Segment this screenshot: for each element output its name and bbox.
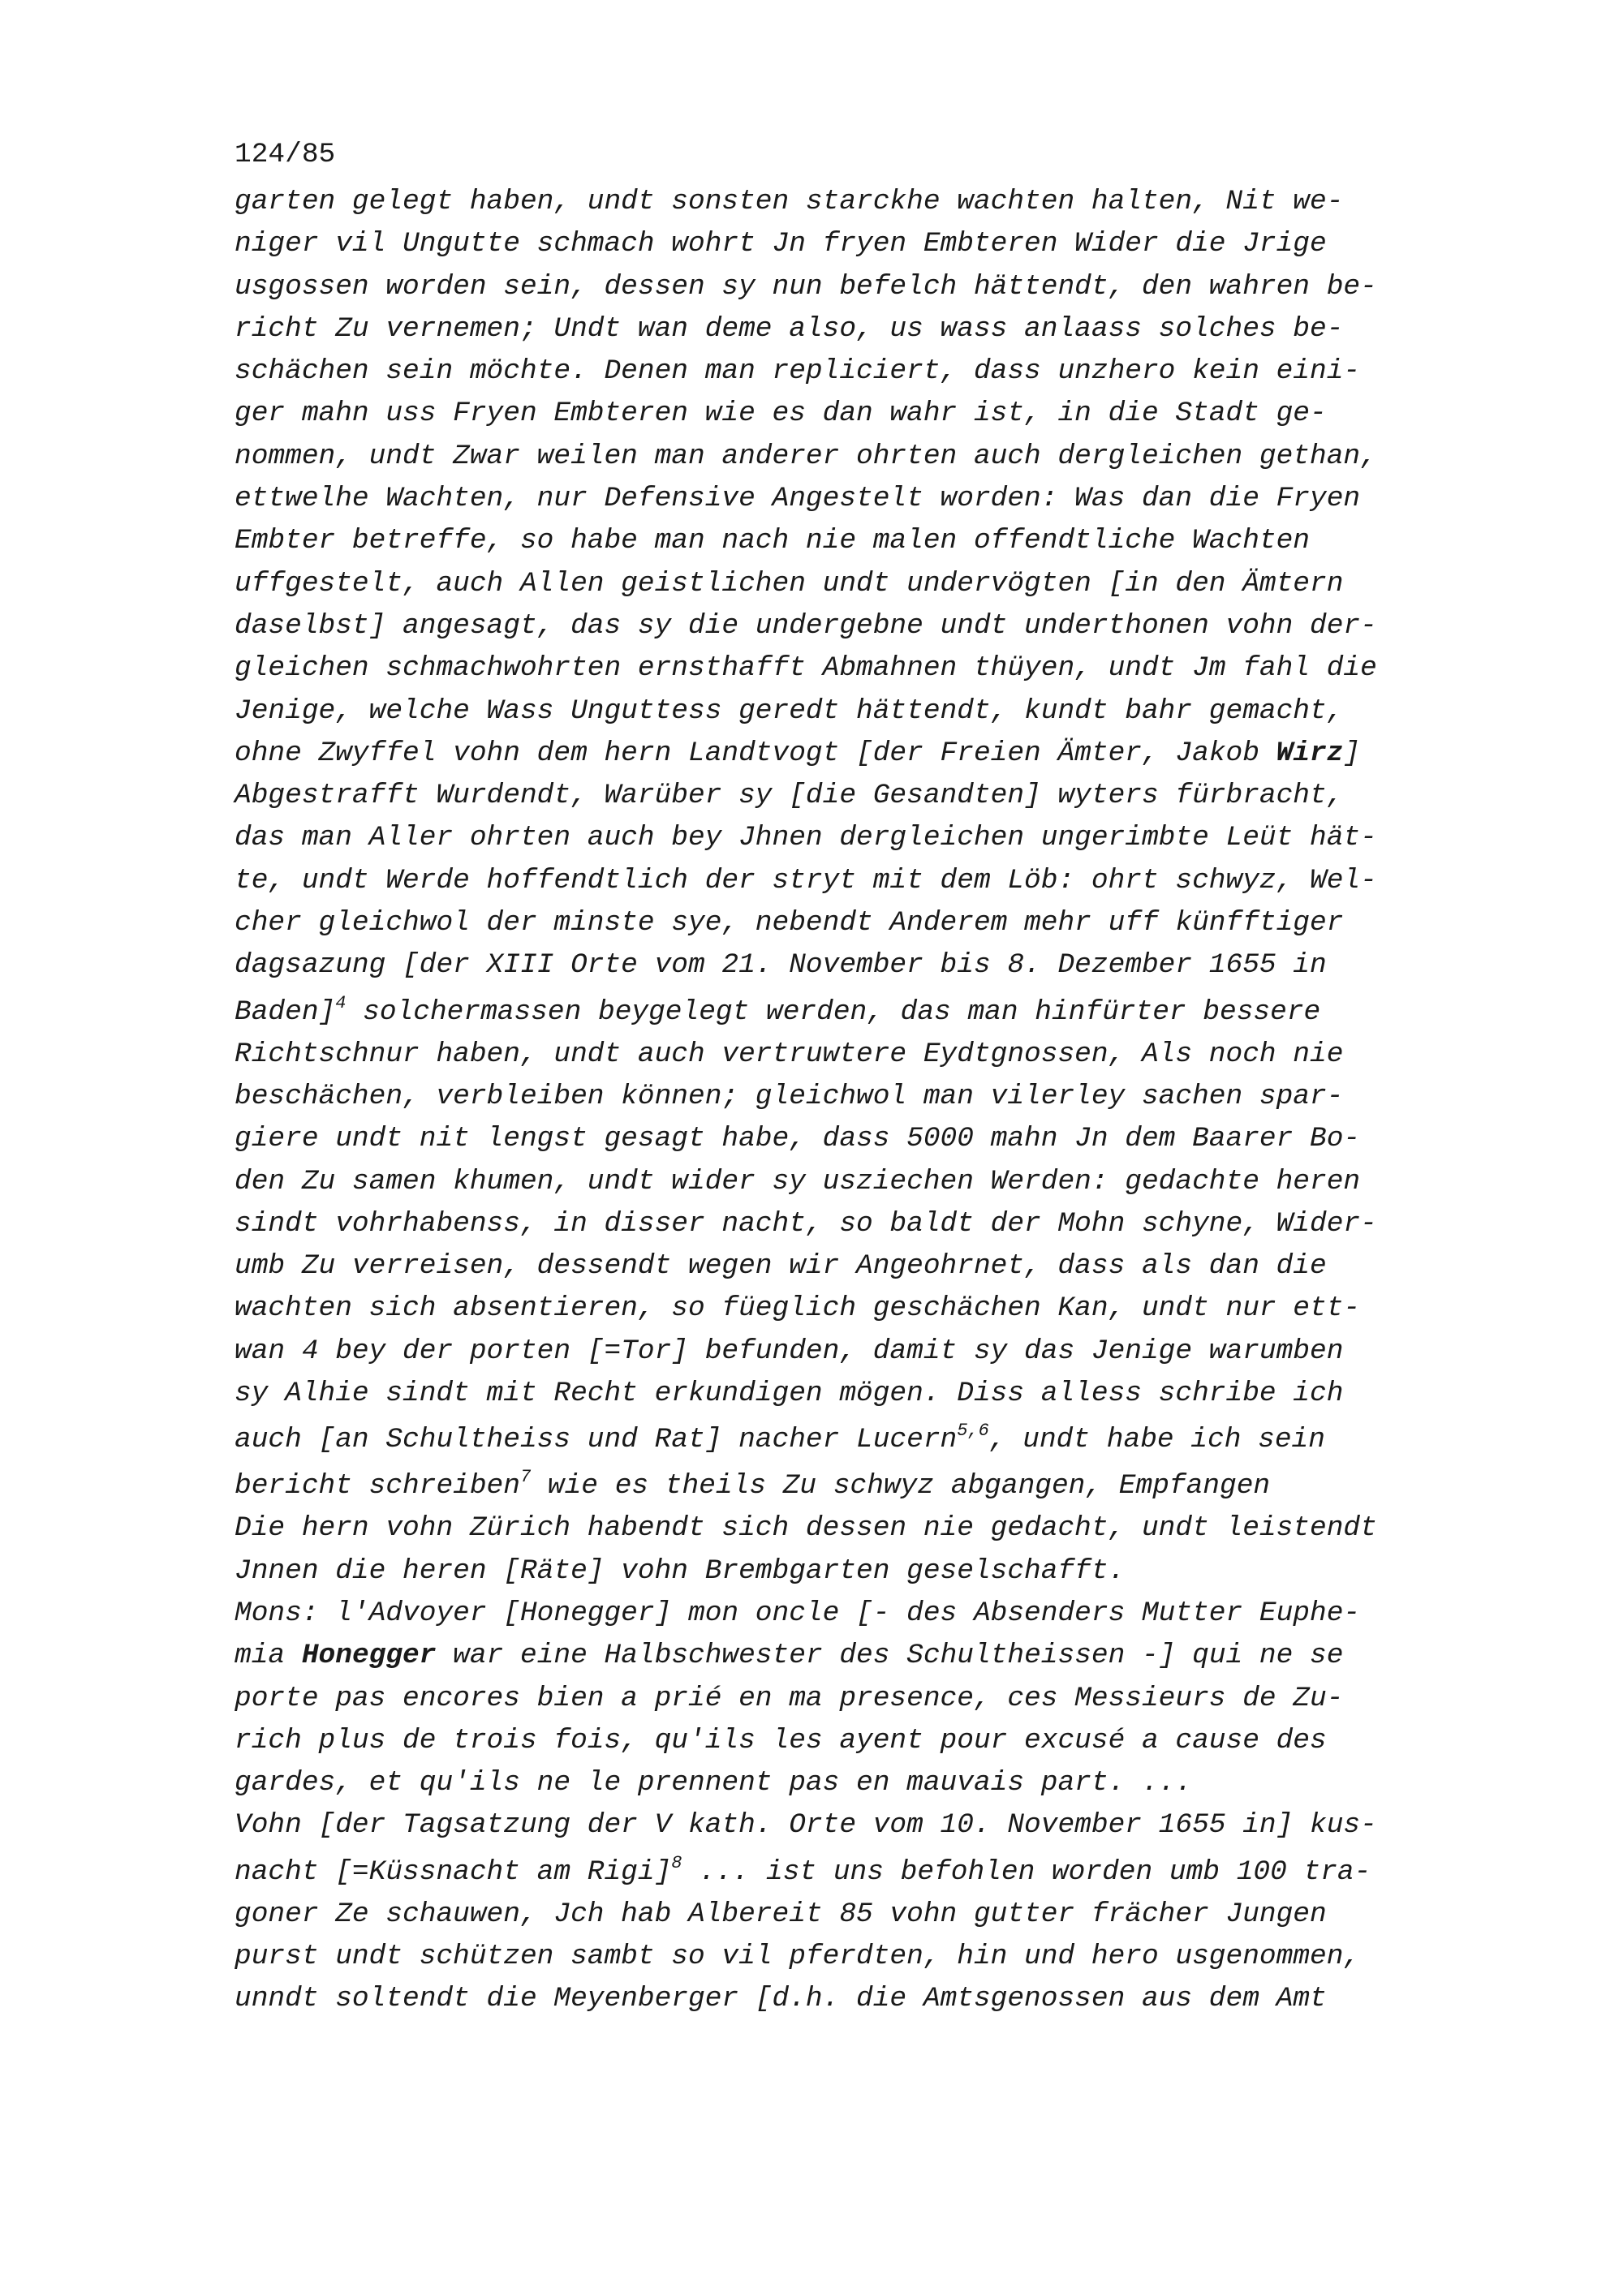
text-line: [235, 987, 1500, 1034]
text-segment: war eine Halbschwester des Schultheissen -] qui ne se: [436, 1640, 1344, 1672]
text-line: wachten sich absentieren, so füeglich geschächen Kan, undt nur ett-: [235, 1292, 1361, 1325]
text-line: Mons: l'Advoyer [Honegger] mon oncle [- des Absenders Mutter Euphe-: [235, 1597, 1361, 1629]
text-line: schächen sein möchte. Denen man repliciert, dass unzhero kein eini-: [235, 355, 1361, 388]
text-line: giere undt nit lengst gesagt habe, dass 5000 mahn Jn dem Baarer Bo-: [235, 1123, 1361, 1155]
footnote-reference: 5,6: [957, 1421, 989, 1442]
text-line: den Zu samen khumen, undt wider sy usziechen Werden: gedachte heren: [235, 1165, 1361, 1197]
text-segment: ... ist uns befohlen worden umb 100 tra-: [682, 1855, 1371, 1888]
text-segment: , undt habe ich sein: [988, 1424, 1325, 1456]
text-segment: nacht [=Küssnacht am Rigi]: [235, 1855, 672, 1888]
text-segment: solchermassen beygelegt werden, das man hinfürter bessere: [346, 995, 1321, 1028]
text-line: [235, 1415, 1500, 1461]
text-line: Vohn [der Tagsatzung der V kath. Orte vom 10. November 1655 in] kus-: [235, 1809, 1377, 1842]
text-segment: mia: [235, 1640, 302, 1672]
text-line: nommen, undt Zwar weilen man anderer ohrten auch dergleichen gethan,: [235, 440, 1377, 472]
text-line: dagsazung [der XIII Orte vom 21. November bis 8. Dezember 1655 in: [235, 949, 1327, 982]
text-line: rich plus de trois fois, qu'ils les ayent pour excusé a cause des: [235, 1724, 1327, 1756]
text-line: te, undt Werde hoffendtlich der stryt mit dem Löb: ohrt schwyz, Wel-: [235, 864, 1377, 896]
document-body: [235, 181, 1500, 2021]
text-line: richt Zu vernemen; Undt wan deme also, us wass anlaass solches be-: [235, 312, 1344, 345]
text-line: goner Ze schauwen, Jch hab Albereit 85 vohn gutter frächer Jungen: [235, 1898, 1327, 1930]
text-segment: auch [an Schultheiss und Rat] nacher Lucern: [235, 1424, 958, 1456]
text-line: ettwelhe Wachten, nur Defensive Angestelt worden: Was dan die Fryen: [235, 483, 1361, 515]
text-line: porte pas encores bien a prié en ma presence, ces Messieurs de Zu-: [235, 1682, 1344, 1714]
text-segment: ohne Zwyffel vohn dem hern Landtvogt [der Freien Ämter, Jakob: [235, 737, 1276, 769]
text-line: Jenige, welche Wass Unguttess geredt hättendt, kundt bahr gemacht,: [235, 694, 1344, 727]
text-line: wan 4 bey der porten [=Tor] befunden, damit sy das Jenige warumben: [235, 1335, 1344, 1367]
text-line: Embter betreffe, so habe man nach nie malen offendtliche Wachten: [235, 525, 1311, 557]
text-line: garten gelegt haben, undt sonsten starckhe wachten halten, Nit we-: [235, 186, 1344, 217]
text-line: umb Zu verreisen, dessendt wegen wir Angeohrnet, dass als dan die: [235, 1250, 1327, 1283]
text-line: cher gleichwol der minste sye, nebendt Anderem mehr uff künfftiger: [235, 907, 1344, 939]
footnote-reference: 4: [335, 992, 347, 1013]
text-line: [235, 733, 1500, 775]
text-line: das man Aller ohrten auch bey Jhnen dergleichen ungerimbte Leüt hät-: [235, 822, 1377, 854]
text-line: sindt vohrhabenss, in disser nacht, so baldt der Mohn schyne, Wider-: [235, 1207, 1377, 1240]
bold-name: Wirz: [1276, 737, 1344, 769]
text-line: [235, 1847, 1500, 1894]
bold-name: Honegger: [301, 1640, 437, 1672]
text-segment: bericht schreiben: [235, 1470, 520, 1503]
footnote-reference: 7: [519, 1467, 532, 1488]
text-segment: wie es theils Zu schwyz abgangen, Empfangen: [531, 1470, 1271, 1503]
text-line: purst undt schützen sambt so vil pferdten, hin und hero usgenommen,: [235, 1940, 1361, 1972]
text-line: Abgestrafft Wurdendt, Warüber sy [die Gesandten] wyters fürbracht,: [235, 780, 1344, 812]
text-line: uffgestelt, auch Allen geistlichen undt undervögten [in den Ämtern: [235, 567, 1344, 600]
document-page: [235, 134, 1500, 2021]
text-line: gleichen schmachwohrten ernsthafft Abmahnen thüyen, undt Jm fahl die: [235, 652, 1377, 685]
text-line: [235, 1635, 1500, 1677]
footnote-reference: 8: [671, 1852, 682, 1873]
text-line: usgossen worden sein, dessen sy nun befelch hättendt, den wahren be-: [235, 270, 1377, 303]
text-line: ger mahn uss Fryen Embteren wie es dan wahr ist, in die Stadt ge-: [235, 398, 1327, 430]
text-line: daselbst] angesagt, das sy die undergebne undt underthonen vohn der-: [235, 609, 1377, 642]
page-number: 124/85: [235, 139, 336, 170]
text-line: Die hern vohn Zürich habendt sich dessen nie gedacht, undt leistendt: [235, 1512, 1377, 1545]
text-line: gardes, et qu'ils ne le prennent pas en mauvais part. ...: [235, 1767, 1193, 1799]
text-line: [235, 1461, 1500, 1507]
text-segment: ]: [1343, 737, 1361, 769]
text-line: sy Alhie sindt mit Recht erkundigen mögen. Diss alless schribe ich: [235, 1378, 1344, 1410]
text-line: Jnnen die heren [Räte] vohn Brembgarten geselschafft.: [235, 1554, 1126, 1587]
text-line: Richtschnur haben, undt auch vertruwtere Eydtgnossen, Als noch nie: [235, 1038, 1344, 1070]
text-line: niger vil Ungutte schmach wohrt Jn fryen Embteren Wider die Jrige: [235, 228, 1327, 260]
text-segment: Baden]: [235, 995, 336, 1028]
text-line: unndt soltendt die Meyenberger [d.h. die Amtsgenossen aus dem Amt: [235, 1983, 1327, 2015]
text-line: beschächen, verbleiben können; gleichwol man vilerley sachen spar-: [235, 1080, 1344, 1112]
